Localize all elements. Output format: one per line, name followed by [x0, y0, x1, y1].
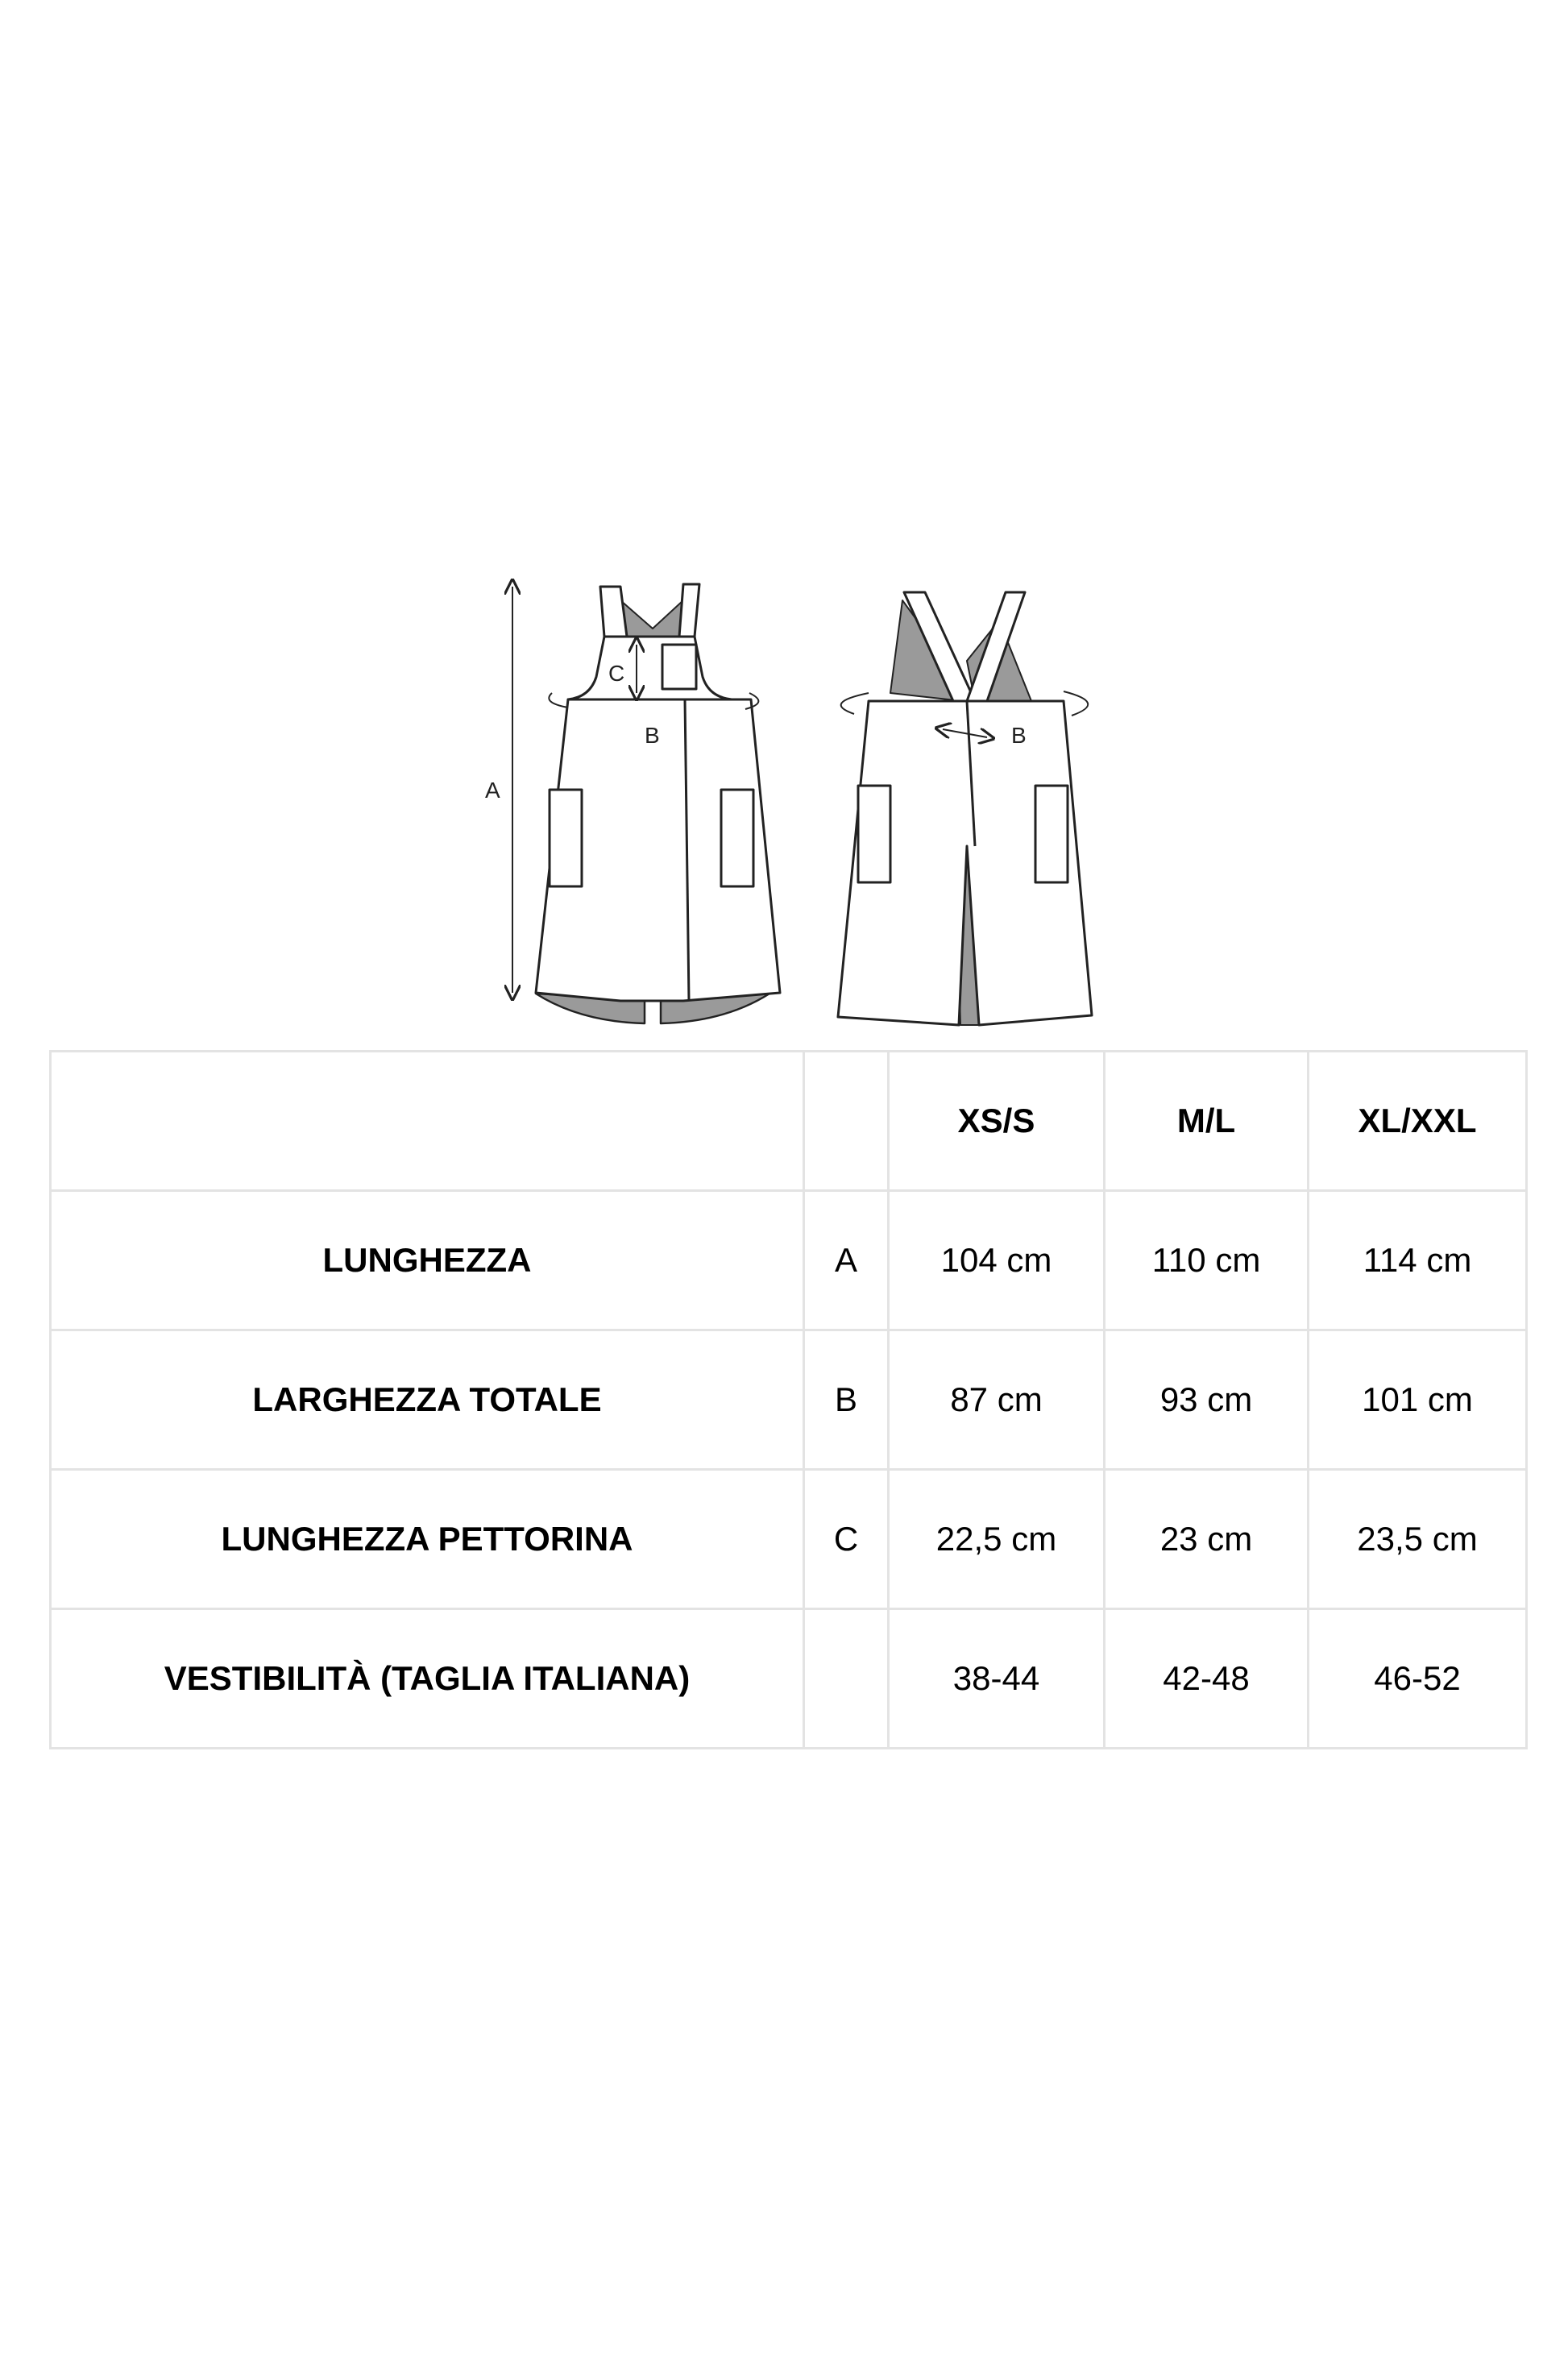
row-code: B: [804, 1330, 889, 1470]
row-code: A: [804, 1191, 889, 1330]
table-header-row: [51, 1052, 1527, 1191]
row-value: 93 cm: [1105, 1330, 1309, 1470]
table-row: [51, 1191, 1527, 1330]
row-value: 22,5 cm: [889, 1470, 1105, 1609]
apron-back-view: [838, 592, 1092, 1025]
header-size-m-l: M/L: [1105, 1052, 1309, 1191]
header-cell-code: [804, 1052, 889, 1191]
table-row: [51, 1470, 1527, 1609]
row-label: VESTIBILITÀ (TAGLIA ITALIANA): [51, 1609, 804, 1749]
row-value: 110 cm: [1105, 1191, 1309, 1330]
row-label: LUNGHEZZA: [51, 1191, 804, 1330]
row-value: 42-48: [1105, 1609, 1309, 1749]
row-value: 46-52: [1309, 1609, 1527, 1749]
row-label: LARGHEZZA TOTALE: [51, 1330, 804, 1470]
row-value: 101 cm: [1309, 1330, 1527, 1470]
row-value: 38-44: [889, 1609, 1105, 1749]
apron-front-view: [512, 584, 780, 1023]
label-b-front: B: [645, 723, 660, 748]
table-row: [51, 1330, 1527, 1470]
row-code: C: [804, 1470, 889, 1609]
table-row: [51, 1609, 1527, 1749]
header-cell-empty: [51, 1052, 804, 1191]
row-value: 114 cm: [1309, 1191, 1527, 1330]
row-value: 23,5 cm: [1309, 1470, 1527, 1609]
row-value: 23 cm: [1105, 1470, 1309, 1609]
row-label: LUNGHEZZA PETTORINA: [51, 1470, 804, 1609]
row-value: 87 cm: [889, 1330, 1105, 1470]
size-chart-table: [49, 1050, 1528, 1749]
label-b-back: B: [1011, 723, 1027, 748]
apron-size-diagram: [0, 0, 1568, 1048]
header-size-xl-xxl: XL/XXL: [1309, 1052, 1527, 1191]
row-code: [804, 1609, 889, 1749]
label-c: C: [608, 661, 625, 686]
label-a: A: [485, 778, 500, 803]
row-value: 104 cm: [889, 1191, 1105, 1330]
header-size-xs-s: XS/S: [889, 1052, 1105, 1191]
